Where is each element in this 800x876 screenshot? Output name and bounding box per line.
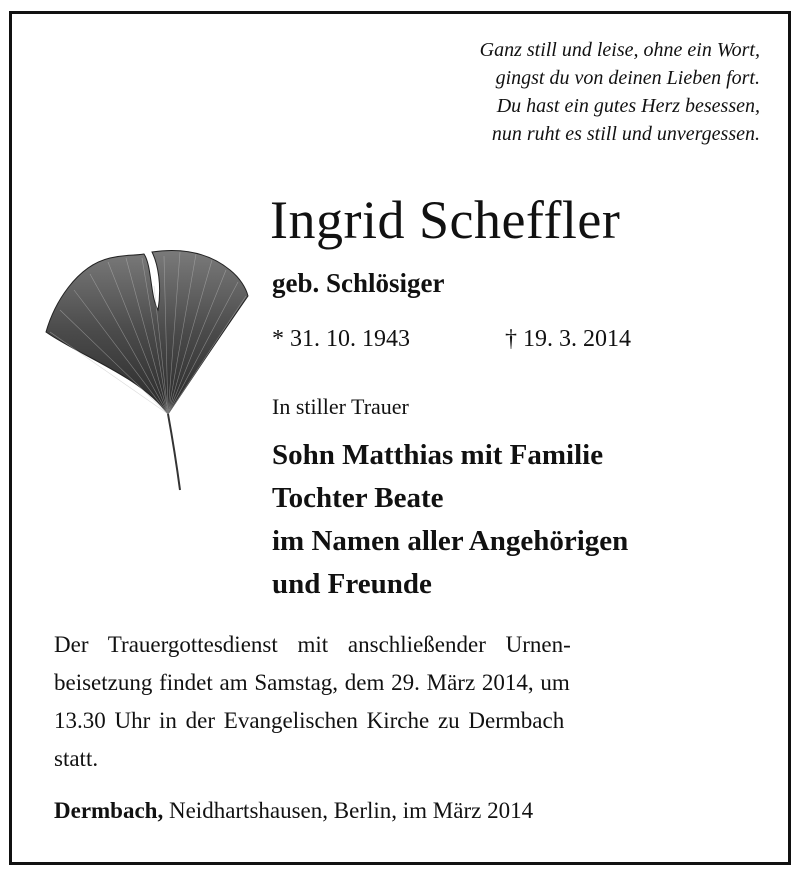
mourner-line: im Namen aller Angehörigen: [272, 525, 629, 557]
poem-line: Ganz still und leise, ohne ein Wort,: [479, 39, 760, 61]
maiden-name: geb. Schlösiger: [272, 268, 445, 298]
mourning-intro: In stiller Trauer: [272, 394, 409, 419]
poem-line: Du hast ein gutes Herz besessen,: [496, 95, 760, 117]
mourners-list: [272, 434, 628, 606]
service-announcement: [54, 626, 746, 778]
poem: [330, 36, 760, 148]
mourner-line: Tochter Beate: [272, 482, 444, 514]
mourner-line: und Freunde: [272, 568, 432, 600]
service-line: statt.: [54, 746, 99, 771]
place-town: Dermbach,: [54, 798, 164, 823]
poem-line: gingst du von deinen Lieben fort.: [495, 67, 760, 89]
ginkgo-leaf-icon: [40, 246, 252, 496]
poem-line: nun ruht es still und unvergessen.: [491, 123, 760, 145]
service-line: Der Trauergottesdienst mit anschließender Urnen-: [54, 632, 571, 657]
mourner-line: Sohn Matthias mit Familie: [272, 439, 604, 471]
place-rest: Neidhartshausen, Berlin, im März 2014: [168, 798, 534, 823]
service-line: 13.30 Uhr in der Evangelischen Kirche zu Dermbach: [54, 708, 565, 733]
service-line: beisetzung findet am Samstag, dem 29. März 2014, um: [54, 670, 570, 695]
birth-date: * 31. 10. 1943: [272, 326, 410, 352]
deceased-name: Ingrid Scheffler: [270, 190, 621, 250]
death-date: † 19. 3. 2014: [505, 326, 631, 352]
place-date-line: [54, 798, 533, 824]
